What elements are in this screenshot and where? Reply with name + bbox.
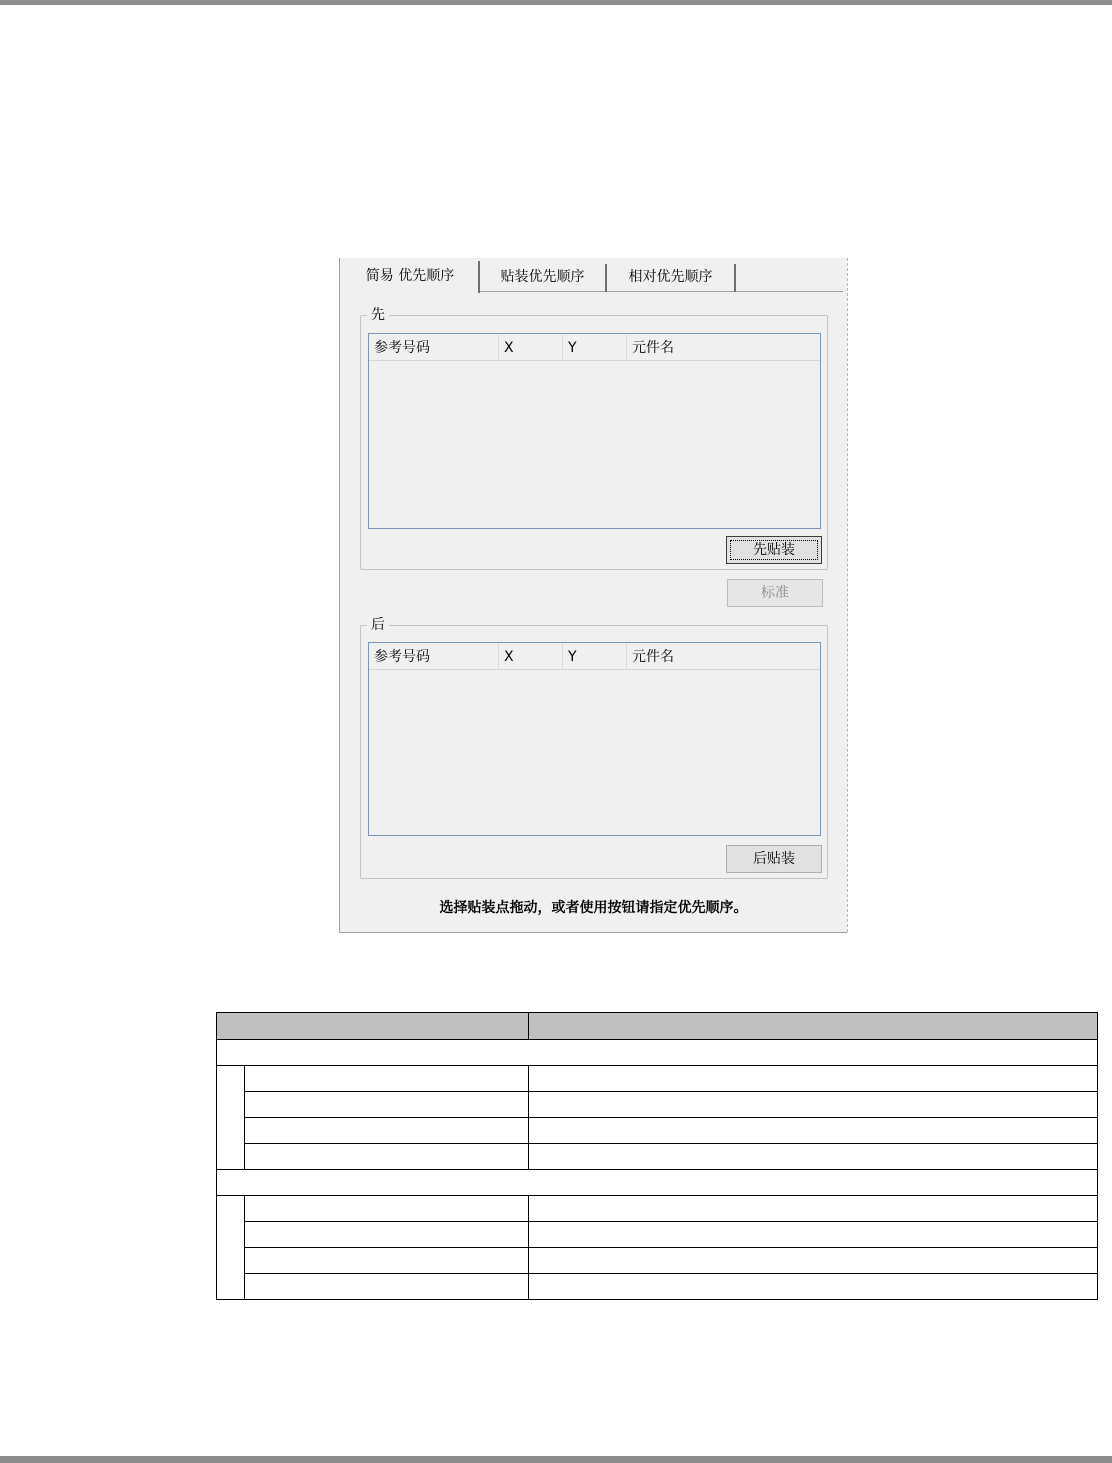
description-table [216,1012,1098,1300]
table-cell [245,1196,529,1222]
table-section-row [217,1170,1098,1196]
column-header-part-name[interactable]: 元件名 [632,340,674,356]
table-indent-cell [217,1248,245,1274]
table-cell [245,1144,529,1170]
table-cell [245,1248,529,1274]
table-header-cell [529,1013,1098,1040]
table-row [217,1222,1098,1248]
first-list[interactable] [368,333,821,529]
first-group [360,307,828,570]
focus-ring [730,540,818,560]
table-section-row [217,1040,1098,1066]
table-indent-cell [217,1092,245,1118]
column-header-ref[interactable]: 参考号码 [369,334,499,360]
table-cell [529,1196,1098,1222]
table-cell [529,1066,1098,1092]
column-header-y[interactable]: Y [563,643,627,669]
first-group-legend: 先 [367,305,389,325]
table-indent-cell [217,1144,245,1170]
table-cell [529,1144,1098,1170]
column-header-part-name[interactable]: 元件名 [632,649,674,665]
table-row [217,1248,1098,1274]
table-indent-cell [217,1222,245,1248]
table-indent-cell [217,1118,245,1144]
table-header-cell [217,1013,529,1040]
table-indent-cell [217,1196,245,1222]
dialog-dashed-edge [847,258,848,932]
first-list-header [369,334,820,361]
tab-relative-priority[interactable]: 相对优先顺序 [607,264,736,292]
page-bottom-rule [0,1456,1112,1463]
tab-mount-priority[interactable]: 贴装优先顺序 [480,264,607,292]
last-group-legend: 后 [367,615,389,635]
table-cell [245,1222,529,1248]
table-cell [529,1092,1098,1118]
mount-first-button-label: 先贴装 [753,542,795,558]
column-header-ref[interactable]: 参考号码 [369,643,499,669]
hint-text: 选择贴装点拖动，或者使用按钮请指定优先顺序。 [439,900,748,916]
table-cell [529,1222,1098,1248]
table-cell [529,1274,1098,1300]
mount-first-button[interactable] [726,536,822,564]
table-cell [245,1066,529,1092]
mount-last-button[interactable]: 后贴装 [726,845,822,873]
table-cell [245,1274,529,1300]
table-header-row [217,1013,1098,1040]
table-row [217,1118,1098,1144]
column-header-x[interactable]: X [499,334,563,360]
table-indent-cell [217,1066,245,1092]
priority-dialog [339,258,847,933]
table-row [217,1196,1098,1222]
last-list[interactable] [368,642,821,836]
table-cell [217,1040,1098,1066]
tab-simple-priority[interactable]: 简易 优先顺序 [342,261,480,293]
standard-button[interactable]: 标准 [727,579,823,607]
column-header-x[interactable]: X [499,643,563,669]
tab-bar [340,258,847,292]
last-group [360,617,828,879]
table-row [217,1066,1098,1092]
table-indent-cell [217,1274,245,1300]
table-cell [245,1118,529,1144]
table-cell [529,1248,1098,1274]
column-header-y[interactable]: Y [563,334,627,360]
last-list-header [369,643,820,670]
page-top-rule [0,0,1112,5]
table-cell [217,1170,1098,1196]
table-row [217,1092,1098,1118]
table-cell [529,1118,1098,1144]
table-cell [245,1092,529,1118]
table-row [217,1274,1098,1300]
table-row [217,1144,1098,1170]
